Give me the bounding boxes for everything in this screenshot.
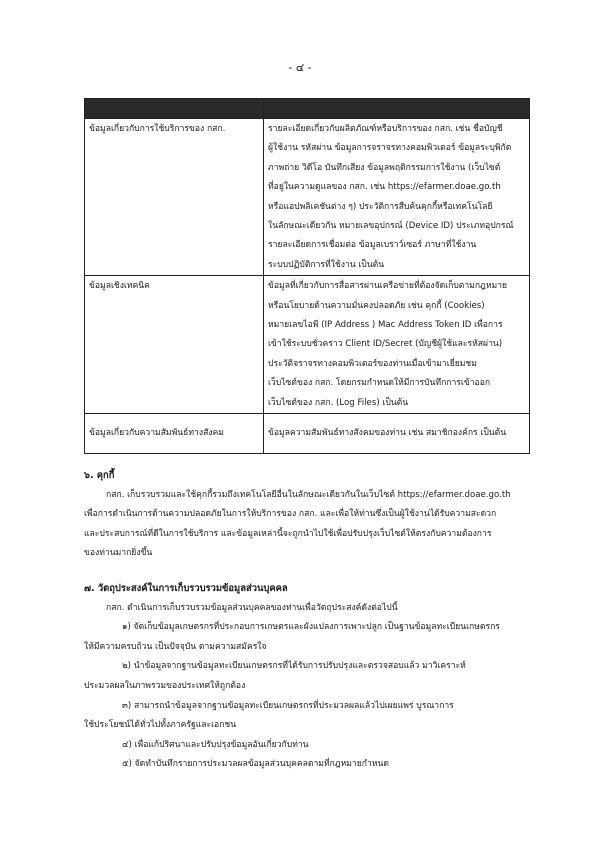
table-cell-description [264, 276, 530, 414]
description-line: ข้อมูลที่เกี่ยวกับการสื่อสารผ่านเครือข่ายที่ต้องจัดเก็บตามกฎหมาย [268, 281, 508, 292]
paragraph-line: เพื่อการดำเนินการด้านความปลอดภัยในการให้บริการของ กสก. และเพื่อให้ท่านซึ่งเป็นผู้ใช้งานได้รับความสะดวก [84, 509, 497, 520]
paragraph-line: ของท่านมากยิ่งขึ้น [84, 548, 153, 559]
section-heading: ๖. คุกกี้ [84, 470, 115, 481]
table-cell-category: ข้อมูลเกี่ยวกับความสัมพันธ์ทางสังคม [85, 414, 264, 454]
paragraph-line: กสก. เก็บรวบรวมและใช้คุกกี้รวมถึงเทคโนโลยีอื่นในลักษณะเดียวกันในเว็บไซต์ https://efarmer.doae.go.th [106, 489, 511, 500]
table-cell-description [264, 119, 530, 276]
section-heading: ๗. วัตถุประสงค์ในการเก็บรวบรวมข้อมูลส่วนบุคคล [84, 583, 288, 594]
table-cell-category: ข้อมูลเกี่ยวกับการใช้บริการของ กสก. [85, 119, 264, 276]
table-row [85, 119, 530, 276]
personal-data-table [84, 98, 530, 454]
table-header-row [85, 99, 530, 119]
paragraph-line: และประสบการณ์ที่ดีในการใช้บริการ และข้อมูลเหล่านี้จะถูกนำไปใช้เพื่อปรับปรุงเว็บไซต์ให้ตรงกับความต้องการ [84, 528, 492, 539]
description-line: หรือนโยบายด้านความมั่นคงปลอดภัย เช่น คุกกี้ (Cookies) [268, 300, 485, 311]
table-row [85, 414, 530, 454]
list-item: ๕) จัดทำบันทึกรายการประมวลผลข้อมูลส่วนบุคคลตามที่กฎหมายกำหนด [122, 759, 389, 770]
description-line: ที่อยู่ในความดูแลของ กสก. เช่น https://efarmer.doae.go.th [268, 182, 501, 193]
description-line: ผู้ใช้งาน รหัสผ่าน ข้อมูลการจราจรทางคอมพิวเตอร์ ข้อมูลระบุพิกัด [268, 143, 512, 154]
description-line: รายละเอียดการเชื่อมต่อ ข้อมูลเบราว์เซอร์ ภาษาที่ใช้งาน [268, 240, 477, 251]
table-cell-category: ข้อมูลเชิงเทคนิค [85, 276, 264, 414]
list-item: ๒) นำข้อมูลจากฐานข้อมูลทะเบียนเกษตรกรที่ได้รับการปรับปรุงและตรวจสอบแล้ว มาวิเคราะห์ [122, 661, 466, 672]
list-item: ๔) เพื่อแก้ปริศนาและปรับปรุงข้อมูลอันเกี่ยวกับท่าน [122, 739, 309, 750]
description-line: ในลักษณะเดียวกัน หมายเลขอุปกรณ์ (Device ID) ประเภทอุปกรณ์ [268, 221, 514, 232]
description-line: ระบบปฏิบัติการที่ใช้งาน เป็นต้น [268, 259, 385, 270]
table-row [85, 276, 530, 414]
description-line: ภาพถ่าย วิดีโอ บันทึกเสียง ข้อมูลพฤติกรรมการใช้งาน (เว็บไซต์ [268, 162, 501, 173]
description-line: รายละเอียดเกี่ยวกับผลิตภัณฑ์หรือบริการของ กสก. เช่น ชื่อบัญชี [268, 124, 503, 134]
description-line: เว็บไซต์ของ กสก. โดยกรมกำหนดให้มีการบันทึกการเข้าออก [268, 378, 491, 389]
paragraph-line: กสก. ดำเนินการเก็บรวบรวมข้อมูลส่วนบุคคลของท่านเพื่อวัตถุประสงค์ดังต่อไปนี้ [106, 602, 398, 613]
section-cookies [84, 466, 534, 564]
section-purposes [84, 579, 534, 775]
list-item-continuation: ให้มีความครบถ้วน เป็นปัจจุบัน ตามความสมัครใจ [84, 641, 267, 652]
list-item: ๑) จัดเก็บข้อมูลเกษตรกรที่ประกอบการเกษตรและผังแปลงการเพาะปลูก เป็นฐานข้อมูลทะเบียนเกษตรกร [122, 622, 500, 633]
description-line: ประวัติจราจรทางคอมพิวเตอร์ของท่านเมื่อเข้ามาเยี่ยมชม [268, 358, 477, 369]
page-number: - ๔ - [288, 61, 312, 74]
list-item: ๓) สามารถนำข้อมูลจากฐานข้อมูลทะเบียนเกษตรกรที่ประมวลผลแล้วไปเผยแพร่ บูรณาการ [122, 700, 454, 711]
description-line: ข้อมูลความสัมพันธ์ทางสังคมของท่าน เช่น สมาชิกองค์กร เป็นต้น [268, 428, 507, 439]
table-cell-description [264, 414, 530, 454]
list-item-continuation: ประมวลผลในภาพรวมของประเทศให้ถูกต้อง [84, 680, 246, 691]
description-line: หมายเลขไอพี (IP Address ) Mac Address Token ID เพื่อการ [268, 320, 503, 331]
description-line: หรือแอปพลิเคชันต่าง ๆ) ประวัติการสืบค้นคุกกี้หรือเทคโนโลยี [268, 201, 493, 212]
description-line: เข้าใช้ระบบชั่วคราว Client ID/Secret (บัญชีผู้ใช้และรหัสผ่าน) [268, 339, 503, 350]
list-item-continuation: ใช้ประโยชน์ได้ทั่วไปทั้งภาครัฐและเอกชน [84, 720, 237, 731]
description-line: เว็บไซต์ของ กสก. (Log Files) เป็นต้น [268, 397, 409, 408]
